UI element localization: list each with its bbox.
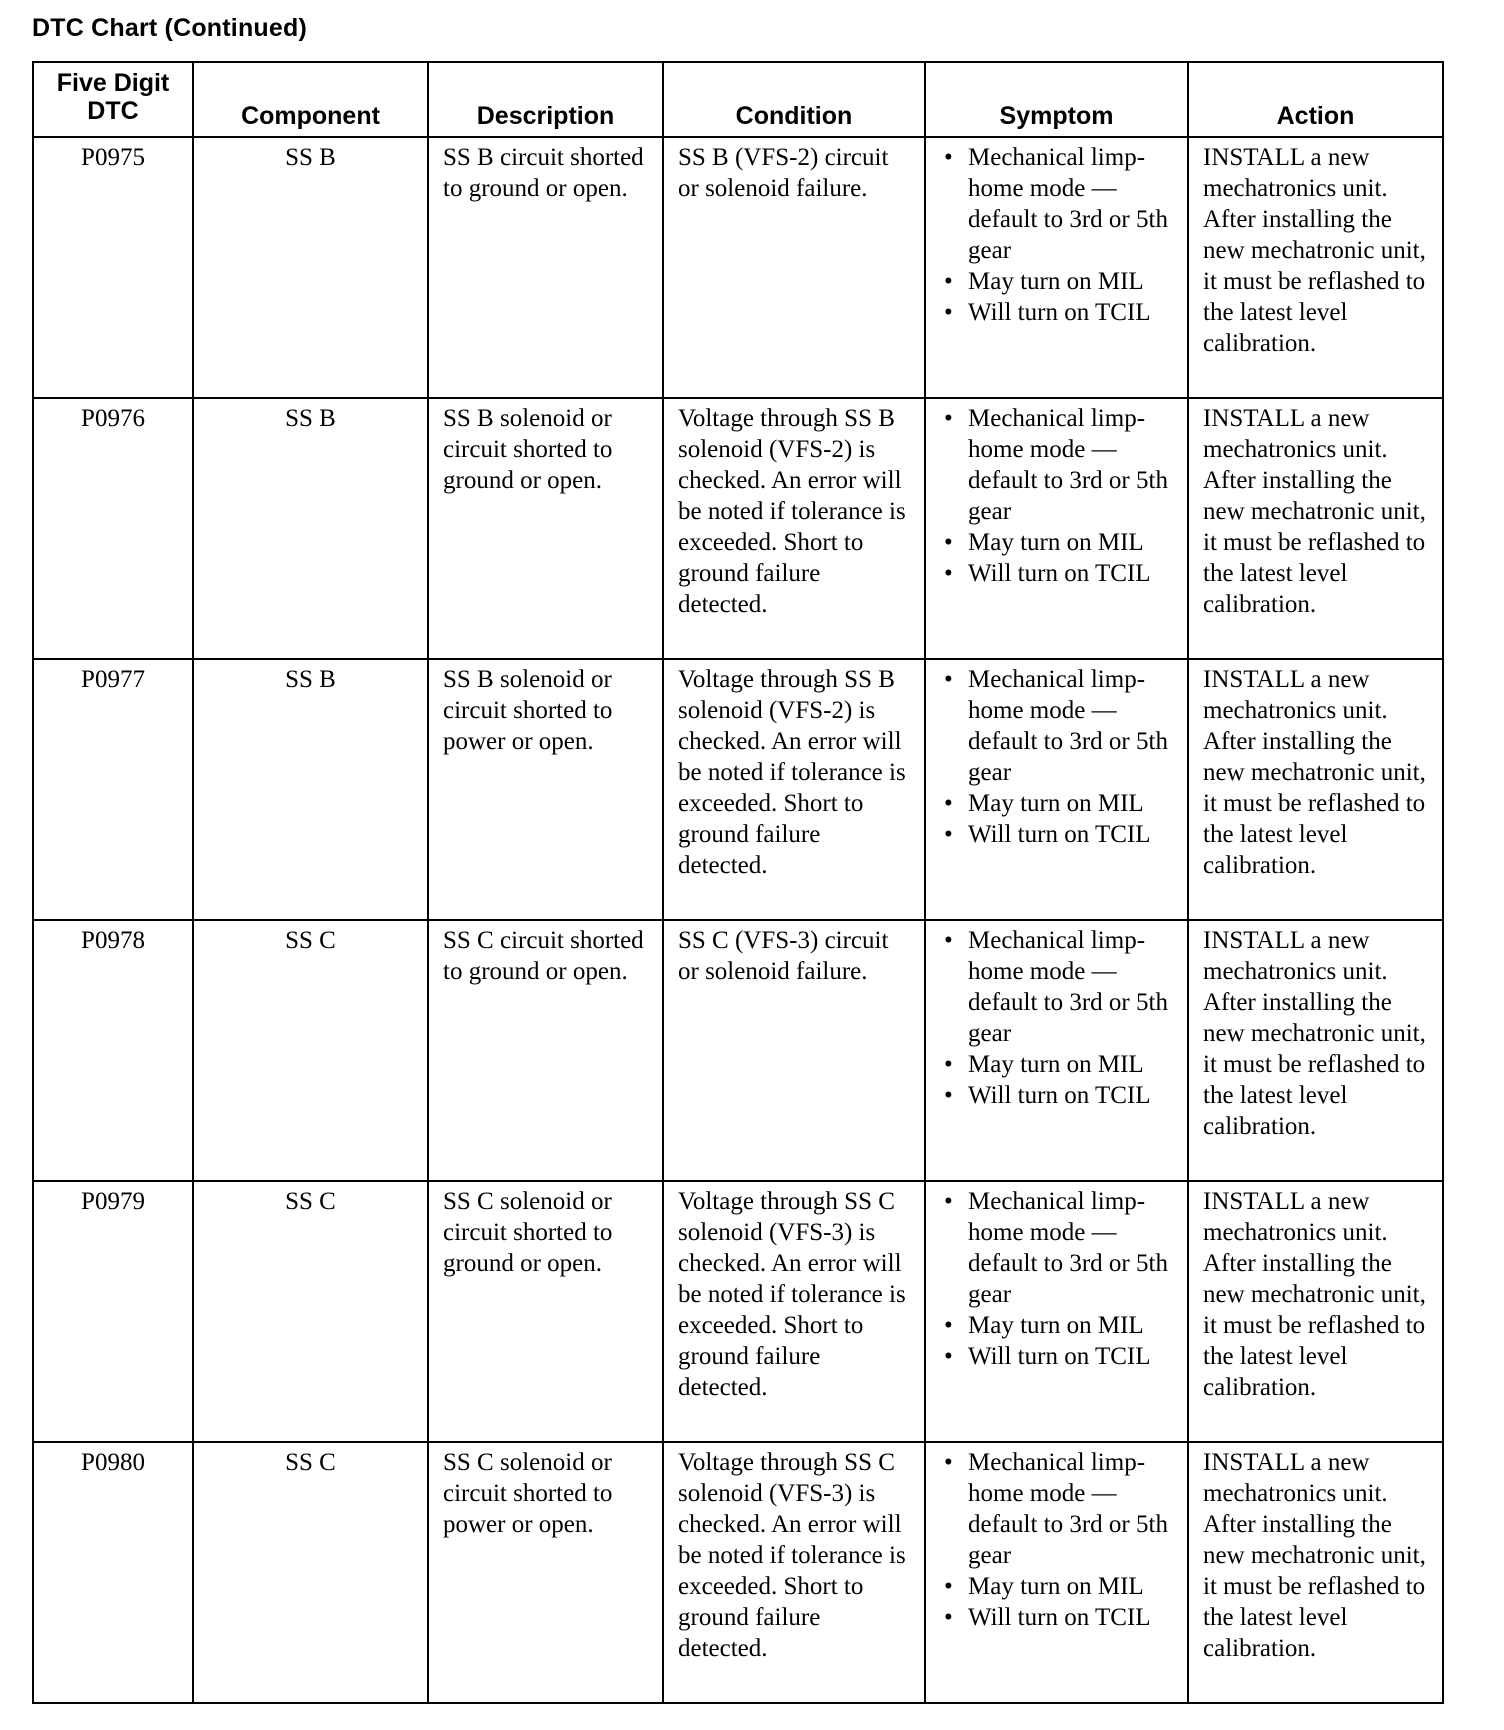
dtc-code-cell: P0980 [33,1442,193,1703]
symptom-cell [925,137,1188,398]
symptom-item: • Will turn on TCIL [940,1080,1173,1111]
symptom-item: • Mechanical limp-home mode — default to 3rd or 5th gear [940,925,1173,1049]
component-cell: SS C [193,920,428,1181]
dtc-code-cell: P0979 [33,1181,193,1442]
condition-cell: Voltage through SS B solenoid (VFS-2) is checked. An error will be noted if tolerance is exceeded. Short to ground failure detected. [663,659,925,920]
symptom-item: • Will turn on TCIL [940,297,1173,328]
dtc-code-cell: P0976 [33,398,193,659]
symptom-cell [925,1181,1188,1442]
symptom-item: • Will turn on TCIL [940,1341,1173,1372]
symptom-item: • Will turn on TCIL [940,1602,1173,1633]
symptom-item: • May turn on MIL [940,527,1173,558]
header-description: Description [428,62,663,137]
symptom-list [940,1447,1173,1633]
dtc-code-cell: P0977 [33,659,193,920]
description-cell: SS B solenoid or circuit shorted to ground or open. [428,398,663,659]
table-row [33,398,1443,659]
description-cell: SS C solenoid or circuit shorted to ground or open. [428,1181,663,1442]
component-cell: SS B [193,398,428,659]
symptom-item: • Will turn on TCIL [940,558,1173,589]
symptom-item: • May turn on MIL [940,1049,1173,1080]
table-row [33,1442,1443,1703]
symptom-list [940,1186,1173,1372]
table-row [33,920,1443,1181]
symptom-list [940,925,1173,1111]
description-cell: SS C circuit shorted to ground or open. [428,920,663,1181]
action-cell: INSTALL a new mechatronics unit. After installing the new mechatronic unit, it must be reflashed to the latest level calibration. [1188,398,1443,659]
header-component: Component [193,62,428,137]
condition-cell: SS B (VFS-2) circuit or solenoid failure. [663,137,925,398]
action-cell: INSTALL a new mechatronics unit. After installing the new mechatronic unit, it must be reflashed to the latest level calibration. [1188,1442,1443,1703]
symptom-item: • May turn on MIL [940,788,1173,819]
header-five-digit-dtc: Five Digit DTC [33,62,193,137]
action-cell: INSTALL a new mechatronics unit. After installing the new mechatronic unit, it must be reflashed to the latest level calibration. [1188,920,1443,1181]
description-cell: SS B solenoid or circuit shorted to power or open. [428,659,663,920]
header-symptom: Symptom [925,62,1188,137]
header-condition: Condition [663,62,925,137]
condition-cell: Voltage through SS B solenoid (VFS-2) is checked. An error will be noted if tolerance is exceeded. Short to ground failure detected. [663,398,925,659]
symptom-item: • Mechanical limp-home mode — default to 3rd or 5th gear [940,403,1173,527]
symptom-list [940,664,1173,850]
symptom-item: • Mechanical limp-home mode — default to 3rd or 5th gear [940,1186,1173,1310]
dtc-table [32,61,1444,1704]
table-row [33,659,1443,920]
description-cell: SS B circuit shorted to ground or open. [428,137,663,398]
symptom-item: • Will turn on TCIL [940,819,1173,850]
symptom-item: • May turn on MIL [940,1571,1173,1602]
symptom-cell [925,920,1188,1181]
symptom-item: • Mechanical limp-home mode — default to 3rd or 5th gear [940,664,1173,788]
dtc-code-cell: P0978 [33,920,193,1181]
symptom-cell [925,659,1188,920]
symptom-item: • May turn on MIL [940,1310,1173,1341]
symptom-list [940,403,1173,589]
condition-cell: Voltage through SS C solenoid (VFS-3) is checked. An error will be noted if tolerance is exceeded. Short to ground failure detected. [663,1181,925,1442]
symptom-cell [925,1442,1188,1703]
action-cell: INSTALL a new mechatronics unit. After installing the new mechatronic unit, it must be reflashed to the latest level calibration. [1188,137,1443,398]
component-cell: SS C [193,1181,428,1442]
table-row [33,137,1443,398]
header-row [33,62,1443,137]
symptom-item: • Mechanical limp-home mode — default to 3rd or 5th gear [940,1447,1173,1571]
condition-cell: SS C (VFS-3) circuit or solenoid failure. [663,920,925,1181]
component-cell: SS C [193,1442,428,1703]
symptom-cell [925,398,1188,659]
component-cell: SS B [193,659,428,920]
action-cell: INSTALL a new mechatronics unit. After installing the new mechatronic unit, it must be reflashed to the latest level calibration. [1188,659,1443,920]
dtc-code-cell: P0975 [33,137,193,398]
component-cell: SS B [193,137,428,398]
symptom-item: • May turn on MIL [940,266,1173,297]
action-cell: INSTALL a new mechatronics unit. After installing the new mechatronic unit, it must be reflashed to the latest level calibration. [1188,1181,1443,1442]
condition-cell: Voltage through SS C solenoid (VFS-3) is checked. An error will be noted if tolerance is exceeded. Short to ground failure detected. [663,1442,925,1703]
page-title: DTC Chart (Continued) [32,14,307,42]
table-row [33,1181,1443,1442]
symptom-item: • Mechanical limp-home mode — default to 3rd or 5th gear [940,142,1173,266]
description-cell: SS C solenoid or circuit shorted to power or open. [428,1442,663,1703]
header-action: Action [1188,62,1443,137]
symptom-list [940,142,1173,328]
